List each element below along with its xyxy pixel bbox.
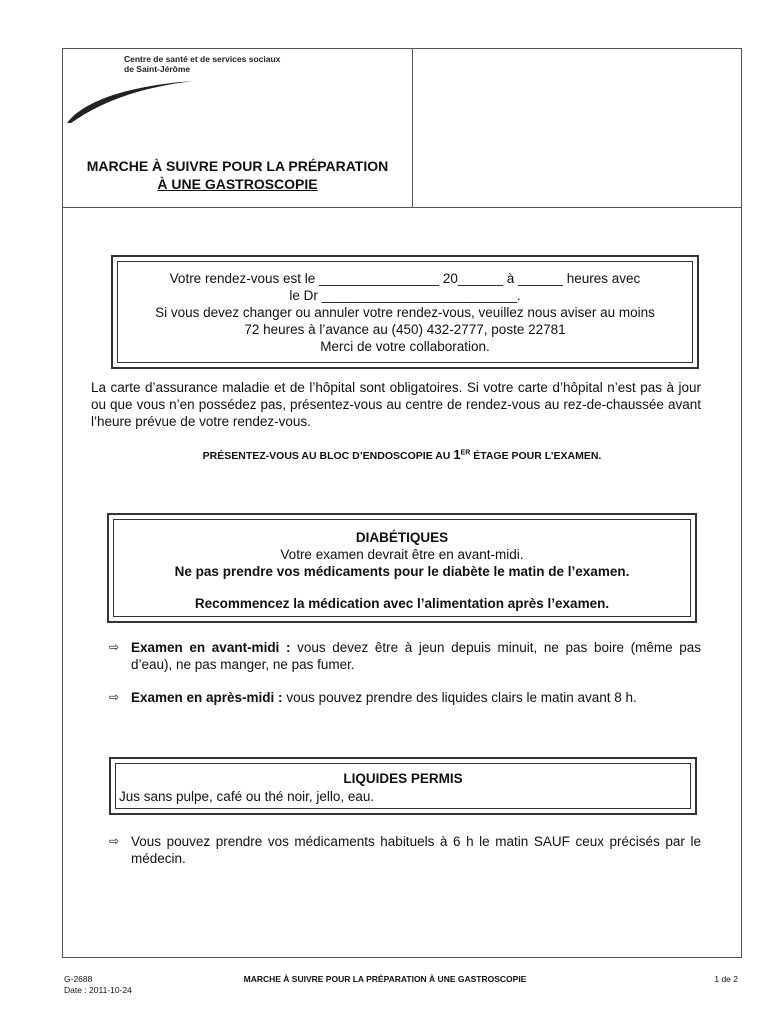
logo-swoosh-icon xyxy=(65,77,195,127)
diabetics-line3: Recommencez la médication avec l’alimentation après l’examen. xyxy=(194,596,610,611)
liquids-title: LIQUIDES PERMIS xyxy=(343,771,463,786)
afternoon-text: vous pouvez prendre des liquides clairs le matin avant 8 h. xyxy=(282,690,637,705)
header xyxy=(63,49,741,208)
insurance-paragraph: La carte d’assurance maladie et de l’hôpital sont obligatoires. Si votre carte d’hôpital n’est pas à jour ou que vous n’en possédez pas, présentez-vous au centre de rendez-vous au rez-de-chaussée avant l’heure prévue de votre rendez-vous. xyxy=(91,380,701,429)
page-number: 1 de 2 xyxy=(714,974,738,984)
form-date: Date : 2011-10-24 xyxy=(64,985,132,995)
appointment-box xyxy=(111,255,699,369)
org-name-line2: de Saint-Jérôme xyxy=(124,64,191,74)
header-divider xyxy=(412,49,413,207)
title-line2: À UNE GASTROSCOPIE xyxy=(157,176,318,192)
endoscopy-notice xyxy=(63,447,741,462)
notice-after: ÉTAGE POUR L’EXAMEN. xyxy=(470,450,602,462)
bullet-morning xyxy=(109,639,701,673)
appointment-line4: 72 heures à l’avance au (450) 432-2777, poste 22781 xyxy=(244,322,566,337)
title-line1: MARCHE À SUIVRE POUR LA PRÉPARATION xyxy=(86,158,389,174)
arrow-right-outline-icon: ⇨ xyxy=(109,640,120,654)
liquids-box xyxy=(109,757,697,815)
diabetics-line2: Ne pas prendre vos médicaments pour le diabète le matin de l’examen. xyxy=(174,564,630,579)
appointment-text xyxy=(113,270,697,355)
diabetics-box xyxy=(107,513,697,623)
notice-superscript: ER xyxy=(460,449,471,457)
medication-text: Vous pouvez prendre vos médicaments habituels à 6 h le matin SAUF ceux précisés par le médecin. xyxy=(131,834,701,866)
org-name-line1: Centre de santé et de services sociaux xyxy=(124,54,281,64)
arrow-right-outline-icon: ⇨ xyxy=(109,834,120,848)
appointment-line3: Si vous devez changer ou annuler votre rendez-vous, veuillez nous aviser au moins xyxy=(155,305,655,320)
appointment-line5: Merci de votre collaboration. xyxy=(320,339,490,354)
document-frame xyxy=(62,48,742,958)
bullet-medication xyxy=(109,833,701,867)
arrow-right-outline-icon: ⇨ xyxy=(109,690,120,704)
afternoon-label: Examen en après-midi : xyxy=(131,690,283,705)
liquids-text: Jus sans pulpe, café ou thé noir, jello, eau. xyxy=(119,789,375,804)
morning-label: Examen en avant-midi : xyxy=(131,640,291,655)
form-number: G-2688 xyxy=(64,974,93,984)
diabetics-text xyxy=(109,529,695,612)
diabetics-line1: Votre examen devrait être en avant-midi. xyxy=(280,547,524,562)
morning-text: vous devez être à jeun depuis minuit, ne pas boire (même pas d’eau), ne pas manger, ne pas fumer. xyxy=(131,640,701,672)
appointment-line1: Votre rendez-vous est le ________________ 20______ à ______ heures avec xyxy=(169,271,641,286)
diabetics-title: DIABÉTIQUES xyxy=(355,530,449,545)
bullet-afternoon xyxy=(109,689,701,706)
notice-before: PRÉSENTEZ-VOUS AU BLOC D’ENDOSCOPIE AU xyxy=(202,450,454,462)
appointment-line2: le Dr __________________________. xyxy=(289,288,521,303)
page-title xyxy=(63,157,412,193)
notice-number: 1 xyxy=(453,447,461,462)
footer-title: MARCHE À SUIVRE POUR LA PRÉPARATION À UNE GASTROSCOPIE xyxy=(243,974,527,984)
org-name xyxy=(124,54,280,74)
